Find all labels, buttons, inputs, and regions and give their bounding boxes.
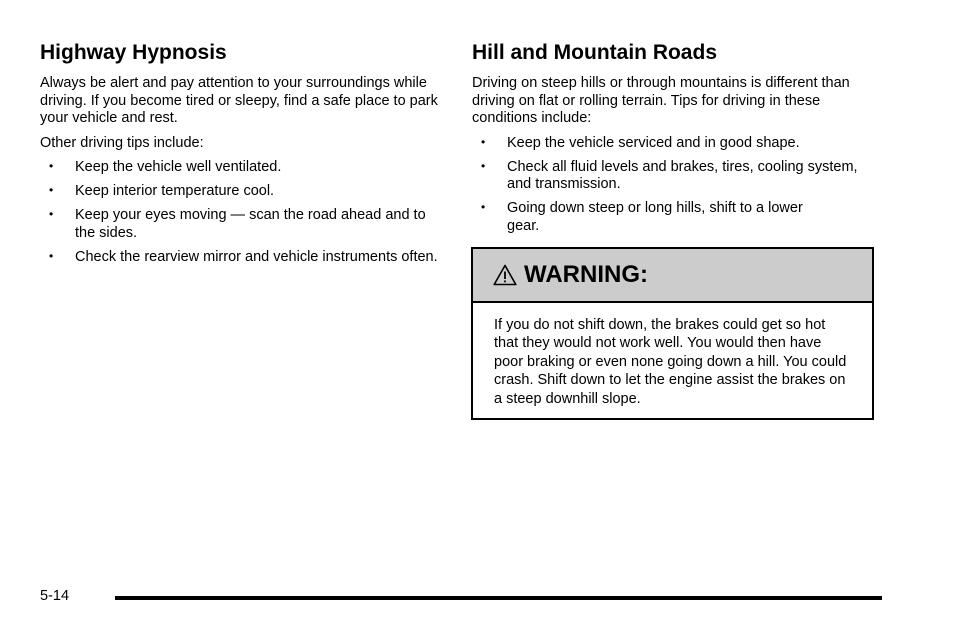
section-heading: Highway Hypnosis xyxy=(40,41,227,64)
bullet: • xyxy=(481,200,486,214)
warning-title: WARNING: xyxy=(524,261,648,288)
bullet: • xyxy=(49,248,54,263)
list-item-text: Check all fluid levels and brakes, tires, cooling system, and transmission. xyxy=(507,158,858,192)
list-item xyxy=(40,249,440,267)
bullet: • xyxy=(481,158,486,173)
warning-triangle-icon xyxy=(493,264,517,286)
warning-text: If you do not shift down, the brakes could get so hot that they would not work well. You would then have poor braking or even none going down a hill. You could crash. Shift down to let the engine assist the brakes on a steep downhill slope. xyxy=(494,317,847,407)
list-item xyxy=(40,183,440,201)
bullet: • xyxy=(481,134,486,149)
bullet: • xyxy=(49,159,54,173)
tips-list xyxy=(472,135,874,236)
bullet: • xyxy=(49,183,54,197)
footer-rule xyxy=(115,596,882,600)
body-paragraph: Driving on steep hills or through mountains is different than driving on flat or rolling terrain. Tips for driving in these conditions include: xyxy=(472,75,850,126)
list-item-text: Keep the vehicle well ventilated. xyxy=(75,159,282,175)
list-item-text: Keep interior temperature cool. xyxy=(75,183,275,199)
page-number: 5-14 xyxy=(40,588,70,604)
list-item-text: Keep the vehicle serviced and in good shape. xyxy=(507,134,800,151)
list-item xyxy=(472,159,874,194)
tips-list xyxy=(40,159,440,266)
highway-hypnosis-section xyxy=(40,40,440,273)
hill-mountain-roads-section xyxy=(472,40,874,242)
body-paragraph: Always be alert and pay attention to your surroundings while driving. If you become tired or sleepy, find a safe place to park your vehicle and rest. xyxy=(40,75,438,126)
list-item xyxy=(472,200,874,235)
list-item xyxy=(40,207,440,242)
warning-header xyxy=(473,249,872,303)
list-item xyxy=(40,159,440,177)
bullet: • xyxy=(49,207,54,221)
body-paragraph: Other driving tips include: xyxy=(40,134,204,151)
list-item xyxy=(472,135,874,153)
warning-box xyxy=(471,247,874,420)
section-heading: Hill and Mountain Roads xyxy=(472,41,717,64)
list-item-text: Going down steep or long hills, shift to a lower gear. xyxy=(507,200,803,234)
list-item-text: Keep your eyes moving — scan the road ahead and to the sides. xyxy=(75,207,426,241)
list-item-text: Check the rearview mirror and vehicle instruments often. xyxy=(75,248,438,265)
